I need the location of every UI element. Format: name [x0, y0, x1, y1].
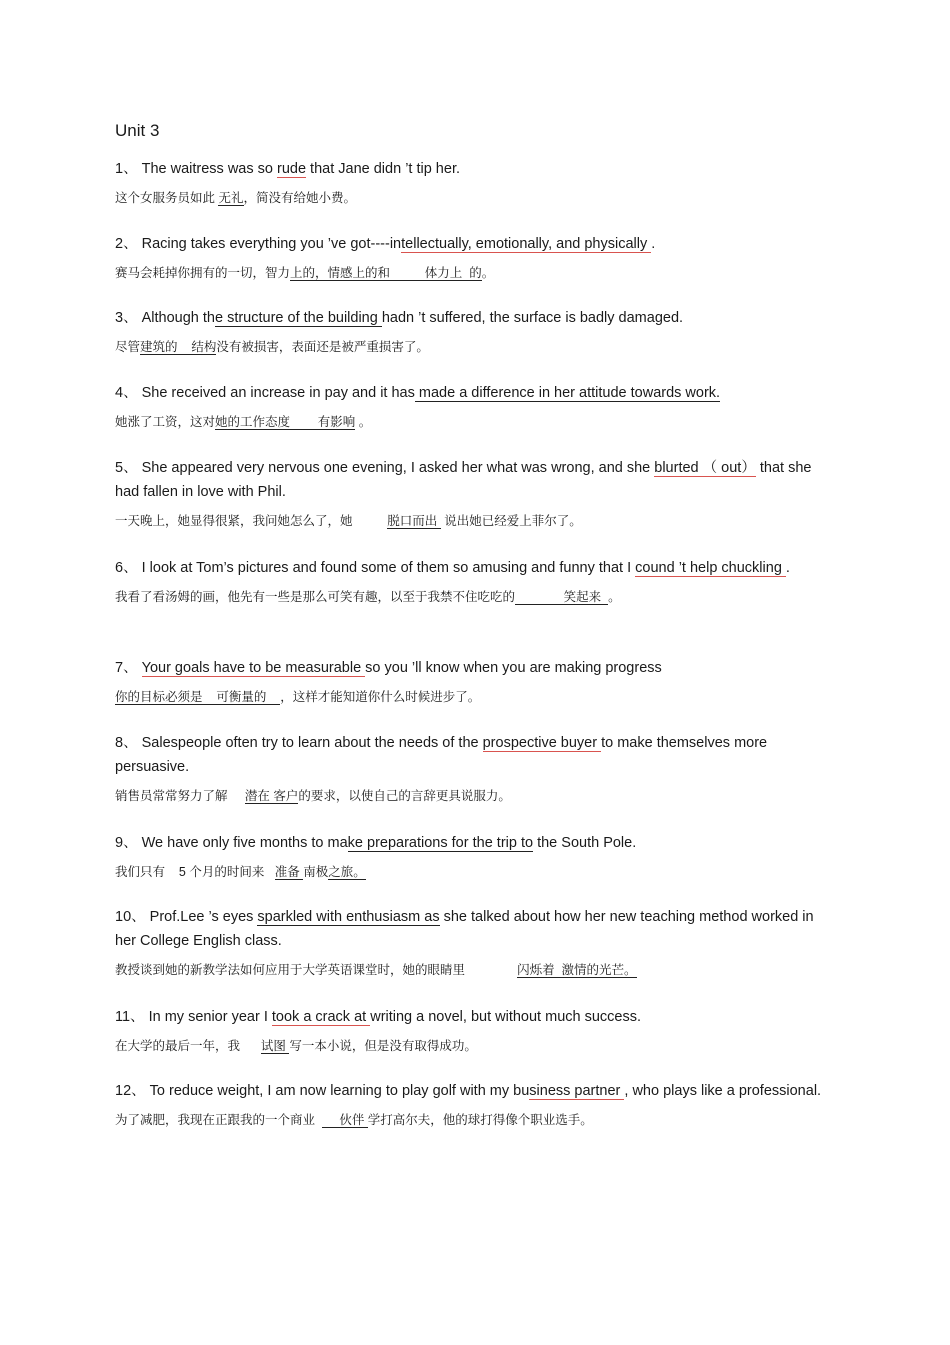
answer-blank: sparkled with enthusiasm as: [257, 909, 440, 925]
english-sentence: 8、 Salespeople often try to learn about the needs of the prospective buyer to make themselves more persuasive.: [115, 735, 768, 775]
translation-blank: 脱口而出: [387, 514, 441, 528]
chinese-translation: 赛马会耗掉你拥有的一切，智力上的，情感上的和 体力上 的。: [115, 266, 495, 280]
answer-blank: e structure of the building: [214, 310, 382, 326]
english-sentence: 4、 She received an increase in pay and it has made a difference in her attitude towards work.: [115, 385, 721, 401]
sentence-item-2: [115, 232, 833, 282]
translation-blank: 她的工作态度 有影响: [215, 415, 356, 429]
sentence-item-6: [115, 556, 833, 606]
chinese-translation: 你的目标必须是 可衡量的 ，这样才能知道你什么时候进步了。: [115, 690, 481, 704]
sentence-item-5: [115, 456, 833, 530]
chinese-translation: 我看了看汤姆的画，他先有一些是那么可笑有趣，以至于我禁不住吃吃的 笑起来 。: [115, 590, 621, 604]
answer-blank: prospective buyer: [482, 735, 602, 751]
sentence-item-9: [115, 831, 833, 881]
translation-blank: 你的目标必须是 可衡量的: [115, 690, 281, 704]
sentence-item-1: [115, 157, 833, 207]
answer-blank: cound ’t help chuckling: [635, 560, 786, 576]
sentence-item-7: [115, 656, 833, 706]
answer-blank: tellectually, emotionally, and physically: [401, 236, 652, 252]
sentence-item-11: [115, 1005, 833, 1055]
english-sentence: 9、 We have only five months to make preparations for the trip to the South Pole.: [115, 835, 637, 851]
translation-blank: 伙伴: [321, 1113, 368, 1127]
sentence-item-12: [115, 1079, 833, 1129]
chinese-translation: 销售员常常努力了解 潜在 客户的要求，以使自己的言辞更具说服力。: [115, 789, 511, 803]
chinese-translation: 我们只有 5 个月的时间来 准备 南极之旅。: [115, 865, 366, 879]
translation-blank: 潜在 客户: [244, 789, 299, 803]
unit-title: Unit 3: [115, 121, 160, 140]
chinese-translation: 在大学的最后一年，我 试图 写一本小说，但是没有取得成功。: [115, 1039, 477, 1053]
translation-blank: 笑起来: [515, 590, 609, 604]
chinese-translation: 尽管建筑的 结构没有被损害，表面还是被严重损害了。: [115, 340, 429, 354]
chinese-translation: 一天晚上，她显得很紧，我问她怎么了，她 脱口而出 说出她已经爱上菲尔了。: [115, 514, 582, 528]
chinese-translation: 为了减肥，我现在正跟我的一个商业 伙伴 学打高尔夫，他的球打得像个职业选手。: [115, 1113, 593, 1127]
sentence-item-3: [115, 306, 833, 356]
translation-blank: 之旅。: [328, 865, 366, 879]
answer-blank: made a difference in her attitude towards work.: [414, 385, 721, 401]
chinese-translation: 这个女服务员如此 无礼，简没有给她小费。: [115, 191, 357, 205]
english-sentence: 6、 I look at Tom’s pictures and found some of them so amusing and funny that I cound ’t help chuckling .: [115, 560, 790, 576]
english-sentence: 3、 Although the structure of the building hadn ’t suffered, the surface is badly damaged.: [115, 310, 684, 326]
translation-blank: 上的，情感上的和 体力上 的: [290, 266, 482, 280]
english-sentence: 2、 Racing takes everything you ’ve got----intellectually, emotionally, and physically .: [115, 236, 656, 252]
answer-blank: blurted （ out）: [654, 460, 756, 476]
answer-blank: rude: [277, 161, 307, 177]
translation-blank: 试图: [260, 1039, 290, 1053]
english-sentence: 11、 In my senior year I took a crack at writing a novel, but without much success.: [115, 1009, 642, 1025]
answer-blank: Your goals have to be measurable: [141, 660, 366, 676]
translation-blank: 建筑的 结构: [140, 340, 217, 354]
english-sentence: 10、 Prof.Lee ’s eyes sparkled with enthusiasm as she talked about how her new teaching method worked in her College English class.: [115, 909, 814, 949]
sentence-item-4: [115, 381, 833, 431]
english-sentence: 7、 Your goals have to be measurable so you ’ll know when you are making progress: [115, 660, 662, 676]
chinese-translation: 教授谈到她的新教学法如何应用于大学英语课堂时，她的眼睛里 闪烁着 激情的光芒。: [115, 963, 637, 977]
answer-blank: siness partner: [529, 1083, 625, 1099]
sentence-item-10: [115, 905, 833, 979]
translation-blank: 无礼: [218, 191, 244, 205]
english-sentence: 1、 The waitress was so rude that Jane didn ’t tip her.: [115, 161, 460, 177]
answer-blank: ke preparations for the trip to: [347, 835, 534, 851]
sentence-item-8: [115, 731, 833, 805]
english-sentence: 12、 To reduce weight, I am now learning to play golf with my business partner , who plays like a professional.: [115, 1083, 822, 1099]
translation-blank: 闪烁着 激情的光芒。: [517, 963, 637, 977]
answer-blank: took a crack at: [271, 1009, 371, 1025]
translation-blank: 准备: [274, 865, 304, 879]
english-sentence: 5、 She appeared very nervous one evening, I asked her what was wrong, and she blurted （ out） that she had fallen in love with Phil.: [115, 460, 812, 500]
chinese-translation: 她涨了工资，这对她的工作态度 有影响 。: [115, 415, 372, 429]
